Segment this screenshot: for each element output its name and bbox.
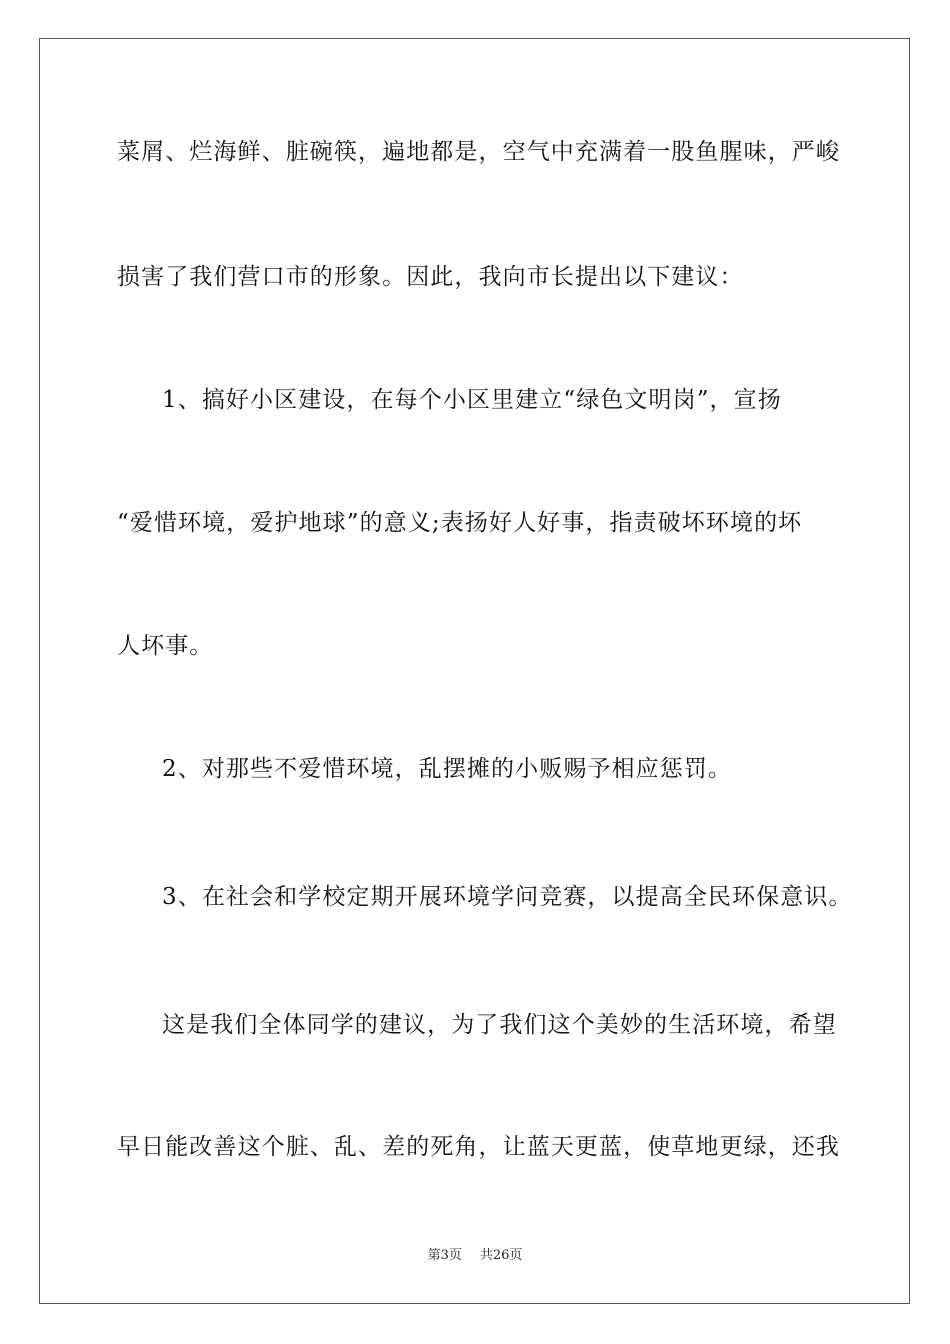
total-pages: 共26页: [479, 1248, 523, 1263]
text-line-8: 这是我们全体同学的建议，为了我们这个美妙的生活环境，希望: [162, 1012, 837, 1038]
text-line-2: 损害了我们营口市的形象。因此，我向市长提出以下建议：: [117, 264, 744, 290]
text-line-3: 1、搞好小区建设，在每个小区里建立“绿色文明岗”，宣扬: [162, 387, 782, 413]
page-footer: [0, 1246, 950, 1266]
text-line-9: 早日能改善这个脏、乱、差的死角，让蓝天更蓝，使草地更绿，还我: [117, 1134, 840, 1160]
page-border: [39, 38, 910, 1304]
text-line-6: 2、对那些不爱惜环境，乱摆摊的小贩赐予相应惩罚。: [162, 756, 733, 782]
text-line-5: 人坏事。: [117, 633, 214, 659]
text-line-7: 3、在社会和学校定期开展环境学问竞赛，以提高全民环保意识。: [162, 884, 853, 910]
page-number: 第3页: [427, 1248, 462, 1263]
text-line-4: “爱惜环境，爱护地球”的意义;表扬好人好事，指责破坏环境的坏: [117, 510, 803, 536]
text-line-1: 菜屑、烂海鲜、脏碗筷，遍地都是，空气中充满着一股鱼腥味，严峻: [117, 139, 840, 165]
